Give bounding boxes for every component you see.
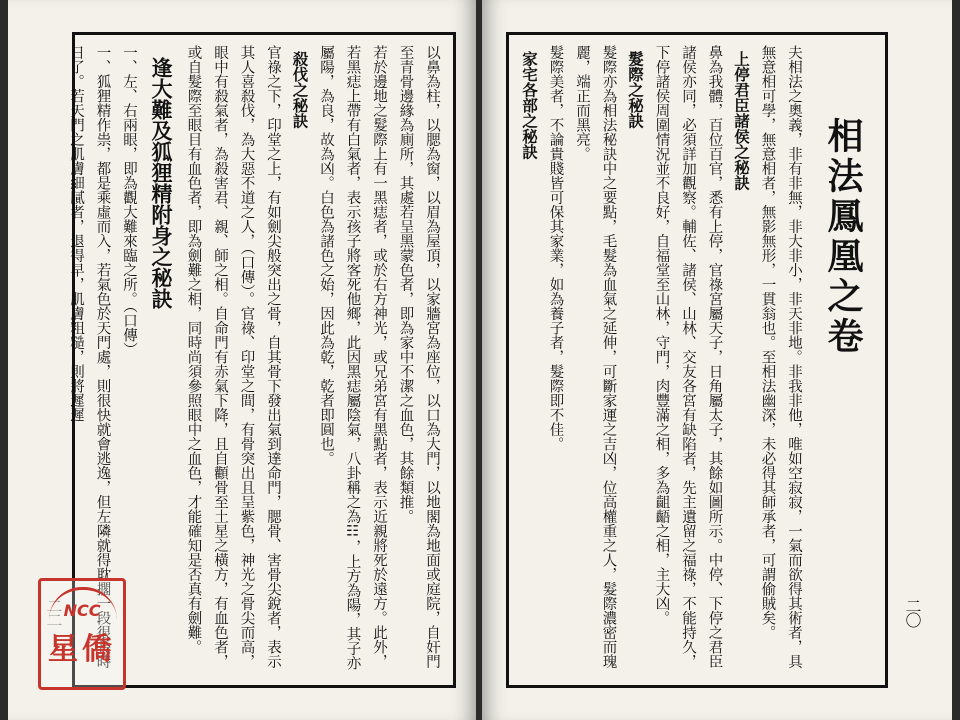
paragraph: 髮際美者，不論貴賤皆可保其家業，如為養子者，髮際即不佳。 <box>547 45 564 451</box>
left-text-frame <box>68 32 456 688</box>
seal-label: NCC <box>63 600 101 620</box>
right-text-frame <box>506 32 888 688</box>
left-page <box>8 0 476 720</box>
section-heading: 髮際之秘訣 <box>626 51 644 129</box>
paragraph: 若於邊地之髮際上有一黑痣者，或於右方神光，或兄弟宮有黑點者，表示近親將死於遠方。此外，若黑痣上帶有白氣者，表示孩子將客死他鄉，此因黑痣屬陰氣，八卦稱之為☷，上方為陽，其子亦屬陽，為良，故為凶。白色為諸色之始，因此為乾，乾者即圓也。 <box>318 45 387 670</box>
section-heading: 家宅各部之秘訣 <box>520 51 538 160</box>
paragraph: 一、左、右兩眼，即為觀大難來臨之所。（口傳） <box>121 45 137 357</box>
left-page-number: 二二 <box>44 598 63 626</box>
section-heading: 逢大難及狐狸精附身之秘訣 <box>149 57 173 309</box>
paragraph: 鼻為我體，百位百官，悉有上停，官祿宮屬天子，日角屬太子，其餘如圖所示。中停、下停之君臣諸侯亦同，必須詳加觀察。輔佐、諸侯、山林、交友各宮有缺陷者，先主遺留之福祿，不能持久，下停諸侯周圍情況並不良好，自福堂至山林，守門，肉豐滿之相，多為齟齬之相，主大凶。 <box>653 45 723 669</box>
chapter-title: 相法鳳凰之卷 <box>822 117 863 357</box>
right-page <box>482 0 952 720</box>
section-heading: 上停君臣諸侯之秘訣 <box>732 51 750 191</box>
paragraph: 一、狐狸精作祟，都是乘虛而入，若氣色於天門處，則很快就會逃逸，但左隣就得耽擱一段很長時日了。若天門之肌膚細膩者，退得早，肌膚粗糙，則將遲遲 <box>68 45 111 669</box>
section-heading: 殺伐之秘訣 <box>290 51 309 129</box>
paragraph: 以鼻為柱，以腮為窗，以眉為屋頂，以家牆宮為座位，以口為大門，以地閣為地面或庭院，自奸門至青骨邊緣為廁所，其處若呈黑蒙色者，即為家中不潔之血色，其餘類推。 <box>397 45 440 669</box>
seal-name: 星僑 <box>48 631 116 667</box>
paragraph: 髮際亦為相法秘訣中之要點，毛髮為血氣之延伸，可斷家運之吉凶，位高權重之人，髮際濃密而瑰麗，端正而黑亮。 <box>574 45 617 669</box>
right-page-text <box>517 45 877 675</box>
paragraph: 夫相法之奧義，非有非無，非大非小，非天非地。非我非他，唯如空寂寂，一氣而欲得其術者，具無意相可學，無意相者，無影無形，一貫翁也。至相法幽深，未必得其師承者，可謂偷賊矣。 <box>759 45 802 669</box>
paragraph: 官祿之下，印堂之上，有如劍尖般突出之骨，自其骨下發出氣到達命門，腮骨、害骨尖銳者，表示其人喜殺伐，為大惡不道之人，（口傳）。官祿、印堂之間，有骨突出且呈紫色，神光之骨尖而高，眼中有殺氣者，為殺害君、親、師之相。自命門有赤氣下降，且自顴骨至土星之橫方，有血色者，或自髮際至眼目有血色者，即為劍難之相，同時尚須參照眼中之血色，才能確知是否真有劍難。 <box>185 45 281 669</box>
right-page-number: 二〇 <box>903 598 922 626</box>
publisher-seal <box>38 578 126 690</box>
seal-arc <box>49 587 117 620</box>
